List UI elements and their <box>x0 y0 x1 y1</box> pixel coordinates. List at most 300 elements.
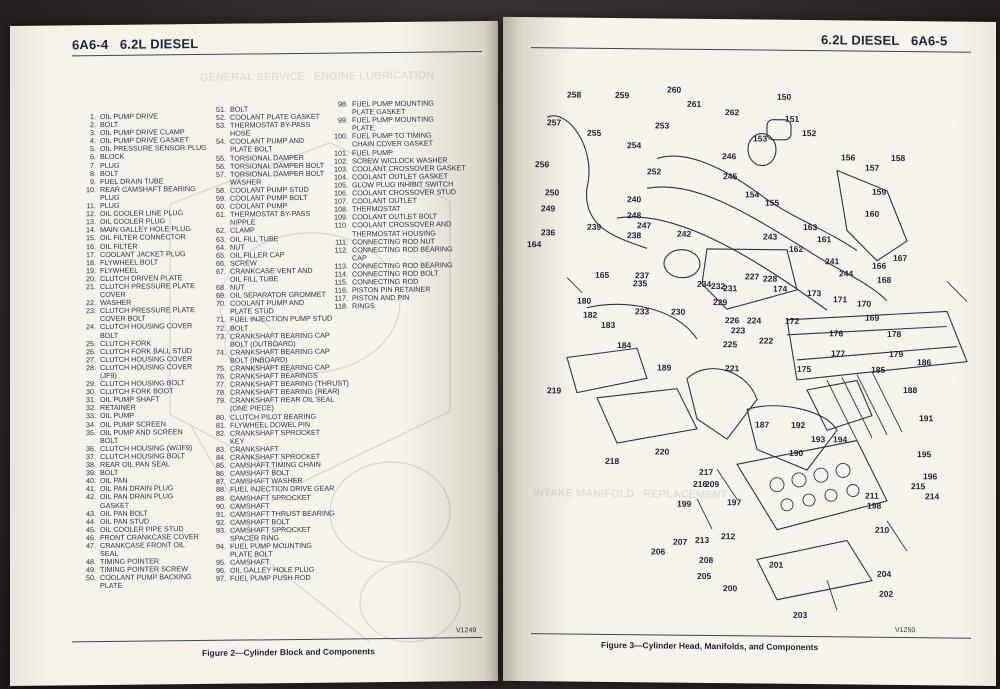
part-name: CLUTCH HOUSING COVER <box>100 321 193 332</box>
callout-number: 185 <box>871 364 886 375</box>
part-number: 37. <box>86 452 96 462</box>
part-name: OIL COOLER PLUG <box>100 216 166 227</box>
part-number: 91. <box>216 509 226 519</box>
part-name: FLYWHEEL <box>100 265 139 275</box>
part-number: 92. <box>216 517 226 527</box>
left-figure-code: V1249 <box>456 627 477 635</box>
part-number: 21. <box>86 282 96 292</box>
part-name: COOLANT CROSSOVER AND <box>352 219 452 230</box>
callout-number: 214 <box>925 491 940 502</box>
callout-number: 194 <box>833 434 848 445</box>
part-number: 95. <box>216 557 226 568</box>
callout-number: 175 <box>797 363 812 375</box>
part-number: 11. <box>86 201 96 211</box>
part-number: 10. <box>86 184 96 195</box>
part-number: 79. <box>216 396 226 406</box>
part-name: CAMSHAFT BOLT <box>230 468 290 478</box>
part-name: FRONT CRANKCASE COVER <box>100 531 199 542</box>
valve-cover-rib <box>787 325 947 340</box>
part-name: OIL PAN BOLT <box>100 508 148 518</box>
part-number: 114. <box>334 269 348 279</box>
part-name: THERMOSTAT BY-PASS <box>230 209 311 219</box>
part-name: CAMSHAFT WASHER <box>230 476 303 487</box>
part-number: 59. <box>216 193 226 203</box>
part-name: OIL PUMP SCREEN <box>100 418 166 429</box>
part-name: CAMSHAFT TIMING CHAIN <box>230 459 321 470</box>
part-name: COOLANT OUTLET BOLT <box>352 211 438 222</box>
part-number: 7. <box>90 160 96 170</box>
callout-number: 192 <box>791 419 806 431</box>
right-header-title: 6.2L DIESEL <box>821 32 900 48</box>
callout-number: 182 <box>583 309 598 320</box>
part-name: OIL PUMP DRIVE GASKET <box>100 135 190 146</box>
part-name: BOLT <box>100 435 119 445</box>
part-name: PLATE BOLT <box>230 144 273 155</box>
injection-pump-part <box>664 250 700 278</box>
part-name: OIL PUMP DRIVE CLAMP <box>100 127 185 138</box>
parts-list-item <box>78 322 207 331</box>
part-name: BOLT <box>230 323 249 333</box>
callout-number: 242 <box>677 228 692 239</box>
callout-number: 232 <box>711 281 726 292</box>
part-name: TIMING POINTER SCREW <box>100 564 188 575</box>
part-number: 104. <box>334 172 348 182</box>
part-name: TIMING POINTER <box>100 556 160 567</box>
part-name: CONNECTING ROD <box>352 276 419 287</box>
parts-list-item <box>78 581 207 590</box>
part-name: THERMOSTAT <box>352 204 401 214</box>
callout-number: 168 <box>877 274 892 285</box>
part-name: CONNECTING ROD BOLT <box>352 268 439 279</box>
bleed-through-text: GENERAL SERVICE ENGINE LUBRICATION <box>200 69 435 85</box>
part-number: 111. <box>335 237 348 247</box>
part-name: PLATE <box>352 123 375 133</box>
part-number: 99. <box>338 115 348 125</box>
right-header <box>821 32 947 48</box>
parts-list-item <box>330 302 466 312</box>
parts-list-item <box>78 363 207 372</box>
callout-number: 198 <box>867 500 882 511</box>
part-number: 103. <box>334 164 348 174</box>
part-number: 62. <box>216 226 226 236</box>
callout-number: 249 <box>541 203 556 214</box>
callout-number: 218 <box>605 455 620 467</box>
part-name: COOLANT PUMP <box>230 201 288 211</box>
parts-list-item <box>330 245 466 255</box>
callout-number: 186 <box>917 357 932 368</box>
part-number: 100. <box>334 131 348 141</box>
part-number: 35. <box>86 427 96 437</box>
part-name: TORSIONAL DAMPER <box>230 152 304 163</box>
part-name: WASHER <box>230 177 262 187</box>
part-name: CRANKCASE FRONT OIL <box>100 540 185 551</box>
part-name: CAP <box>352 253 367 263</box>
part-name: SPACER RING <box>230 533 279 543</box>
callout-number: 162 <box>789 243 804 254</box>
part-number: 83. <box>216 444 226 454</box>
part-name: CAMSHAFT THRUST BEARING <box>230 508 335 519</box>
callout-number: 153 <box>753 133 768 144</box>
part-number: 36. <box>86 443 96 454</box>
part-number: 67. <box>216 266 226 276</box>
part-name: CONNECTING ROD BEARING <box>352 260 453 271</box>
part-number: 98. <box>338 99 348 109</box>
callout-number: 261 <box>687 98 702 109</box>
callout-number: 230 <box>671 306 686 317</box>
part-name: OIL FILTER <box>100 241 138 251</box>
callout-number: 212 <box>721 531 736 542</box>
part-name: HOSE <box>230 128 251 138</box>
parts-list-column-2 <box>208 104 349 583</box>
part-name: TORSIONAL DAMPER BOLT <box>230 168 325 179</box>
part-name: CLAMP <box>230 225 255 236</box>
callout-number: 226 <box>725 315 740 326</box>
part-number: 14. <box>86 225 96 235</box>
left-header-code: 6A6-4 <box>72 36 109 53</box>
part-name: COVER <box>100 289 126 300</box>
part-number: 4. <box>90 136 96 146</box>
part-number: 30. <box>86 387 96 397</box>
part-name: NUT <box>230 242 245 252</box>
callout-number: 247 <box>637 220 652 231</box>
part-number: 102. <box>334 156 348 166</box>
part-number: 86. <box>216 468 226 479</box>
part-number: 69. <box>216 290 226 300</box>
part-number: 66. <box>216 258 226 268</box>
part-number: 105. <box>334 180 348 190</box>
part-name: COOLANT OUTLET <box>352 195 417 206</box>
callout-number: 201 <box>769 559 784 570</box>
parts-list-column-1 <box>78 112 207 591</box>
callout-number: 196 <box>923 471 938 482</box>
part-name: CRANKSHAFT BEARING CAP <box>230 346 330 357</box>
part-name: CRANKSHAFT BEARING (THRUST) <box>230 378 349 389</box>
part-number: 48. <box>86 557 96 567</box>
callout-number: 176 <box>829 328 844 339</box>
part-number: 33. <box>86 411 96 421</box>
part-number: 19. <box>86 265 96 275</box>
callout-number: 227 <box>745 271 760 282</box>
part-number: 49. <box>86 565 96 575</box>
callout-number: 254 <box>627 140 642 151</box>
valve-cover-rib <box>797 345 957 362</box>
part-name: CRANKSHAFT BEARING CAP <box>230 330 330 341</box>
part-name: OIL PRESSURE SENSOR PLUG <box>100 143 207 154</box>
callout-number: 211 <box>865 490 879 501</box>
part-name: KEY <box>230 436 245 446</box>
part-number: 34. <box>86 419 96 429</box>
part-number: 15. <box>86 233 96 243</box>
part-name: CRANKSHAFT SPROCKET <box>230 451 321 462</box>
part-number: 51. <box>216 104 226 114</box>
exploded-view-diagram <box>527 77 987 637</box>
part-number: 84. <box>216 452 226 462</box>
part-number: 65. <box>216 250 226 260</box>
part-number: 82. <box>216 428 226 438</box>
part-name: COOLANT CROSSOVER GASKET <box>352 162 466 174</box>
part-number: 22. <box>86 298 96 308</box>
part-number: 68. <box>216 282 226 292</box>
callout-number: 187 <box>755 419 770 430</box>
part-name: FUEL PUMP MOUNTING <box>352 114 434 125</box>
part-name: FUEL PUMP TO TIMING <box>352 130 432 141</box>
part-name: OIL FILL TUBE <box>230 233 279 244</box>
callout-number: 208 <box>699 554 714 566</box>
pushrods <box>827 371 902 441</box>
part-name: CLUTCH PILOT BEARING <box>230 411 317 422</box>
part-name: COOLANT PLATE GASKET <box>230 111 321 122</box>
part-number: 3. <box>90 128 96 138</box>
left-header-title: 6.2L DIESEL <box>119 36 199 52</box>
parts-list-item <box>78 185 207 194</box>
part-number: 20. <box>86 273 96 284</box>
callout-number: 224 <box>747 315 762 326</box>
parts-list-item <box>78 282 207 291</box>
part-number: 94. <box>216 541 226 551</box>
callout-number: 202 <box>879 588 894 599</box>
part-number: 54. <box>216 137 226 147</box>
part-number: 118. <box>334 301 348 311</box>
callout-number: 171 <box>833 294 848 305</box>
part-name: CLUTCH FORK BALL STUD <box>100 345 192 356</box>
part-name: CAMSHAFT BOLT <box>230 516 290 527</box>
part-name: RETAINER <box>100 403 136 413</box>
part-number: 116. <box>334 285 348 295</box>
part-name: OIL PAN DRAIN PLUG <box>100 491 174 502</box>
part-name: OIL FILLER CAP <box>230 249 285 260</box>
part-name: OIL PUMP AND SCREEN <box>100 426 183 437</box>
part-name: PLATE STUD <box>230 306 274 317</box>
callout-number: 262 <box>725 107 740 118</box>
callout-number: 193 <box>811 434 826 445</box>
callout-number: 217 <box>699 466 714 478</box>
part-name: COOLANT JACKET PLUG <box>100 248 186 259</box>
part-number: 85. <box>216 460 226 470</box>
part-number: 5. <box>90 144 96 154</box>
part-name: CRANKSHAFT <box>230 444 279 454</box>
callout-number: 231 <box>723 283 738 294</box>
part-number: 73. <box>216 331 226 341</box>
callout-number: 203 <box>793 609 808 621</box>
part-number: 43. <box>86 508 96 518</box>
part-name: COOLANT OUTLET GASKET <box>352 171 448 182</box>
part-number: 75. <box>216 363 226 373</box>
part-number: 101. <box>334 148 348 158</box>
callout-number: 150 <box>777 91 792 102</box>
part-number: 16. <box>86 241 96 251</box>
part-number: 71. <box>216 315 226 325</box>
callout-number: 234 <box>697 278 712 290</box>
part-number: 40. <box>86 476 96 486</box>
part-name: FUEL INJECTION DRIVE GEAR <box>230 484 335 495</box>
callout-number: 236 <box>541 227 556 238</box>
part-name: CHAIN COVER GASKET <box>352 139 434 149</box>
part-name: CRANKSHAFT BEARING (REAR) <box>230 386 340 397</box>
callout-number: 158 <box>891 152 906 164</box>
part-name: PLATE <box>100 581 123 591</box>
callout-number: 248 <box>627 210 642 221</box>
callout-number: 241 <box>825 256 840 267</box>
part-name: BOLT <box>100 330 119 340</box>
part-name: CLUTCH DRIVEN PLATE <box>100 273 183 283</box>
callout-number: 174 <box>773 283 788 294</box>
callout-number: 233 <box>635 306 650 317</box>
part-name: OIL GALLEY HOLE PLUG <box>230 565 315 576</box>
part-number: 13. <box>86 217 96 227</box>
part-name: OIL PAN <box>100 475 128 486</box>
part-name: REAR CAMSHAFT BEARING <box>100 183 196 194</box>
part-name: OIL PUMP <box>100 411 135 421</box>
part-number: 1. <box>90 112 96 122</box>
callout-number: 206 <box>651 546 666 557</box>
callout-number: 255 <box>587 127 602 138</box>
callout-number: 246 <box>722 151 737 162</box>
callout-number: 240 <box>627 194 642 205</box>
callout-number: 188 <box>903 385 918 396</box>
callout-number: 228 <box>763 273 778 284</box>
part-number: 96. <box>216 566 226 576</box>
callout-number: 238 <box>627 230 642 241</box>
part-number: 78. <box>216 388 226 398</box>
part-name: THERMOSTAT BY-PASS <box>230 120 311 130</box>
part-name: GLOW PLUG INHIBIT SWITCH <box>352 179 454 190</box>
part-name: CRANKSHAFT REAR OIL SEAL <box>230 394 335 406</box>
part-name: CAMSHAFT <box>230 500 270 511</box>
part-number: 39. <box>86 468 96 478</box>
callout-number: 154 <box>745 189 760 200</box>
part-number: 97. <box>216 574 226 584</box>
part-number: 106. <box>334 188 348 198</box>
part-number: 93. <box>216 525 226 535</box>
part-name: OIL PUMP SHAFT <box>100 394 160 405</box>
callout-number: 170 <box>857 298 872 309</box>
part-number: 87. <box>216 477 226 487</box>
part-name: CLUTCH HOUSING BOLT <box>100 378 185 389</box>
callout-number: 179 <box>889 348 904 360</box>
part-number: 90. <box>216 501 226 511</box>
part-name: FUEL INJECTION PUMP STUD <box>230 314 333 325</box>
part-name: CONNECTING ROD BEARING <box>352 244 453 255</box>
part-number: 81. <box>216 420 226 430</box>
part-name: OIL PUMP DRIVE <box>100 111 158 122</box>
callout-number: 205 <box>697 570 712 582</box>
part-name: CONNECTING ROD NUT <box>352 236 436 247</box>
part-number: 52. <box>216 112 226 122</box>
part-name: BLOCK <box>100 152 125 162</box>
callout-number: 161 <box>817 234 832 245</box>
part-name: GASKET <box>100 500 130 510</box>
part-name: COVER BOLT <box>100 313 146 324</box>
part-name: SCREW <box>230 258 257 268</box>
part-name: CAMSHAFT SPROCKET <box>230 492 311 503</box>
callout-number: 235 <box>633 278 648 289</box>
callout-number: 219 <box>547 385 562 396</box>
part-number: 42. <box>86 492 96 502</box>
part-name: CRANKCASE VENT AND <box>230 265 313 276</box>
part-name: BOLT (OUTBOARD) <box>230 338 296 349</box>
callout-number: 184 <box>617 340 632 351</box>
part-name: OIL PAN DRAIN PLUG <box>100 483 174 494</box>
part-name: FUEL PUMP MOUNTING <box>230 540 312 551</box>
part-name: CLUTCH PRESSURE PLATE <box>100 305 195 316</box>
left-page <box>10 21 498 686</box>
part-number: 44. <box>86 516 96 526</box>
part-number: 27. <box>86 354 96 365</box>
part-name: OIL SEPARATOR GROMMET <box>230 289 326 300</box>
part-name: OIL PAN STUD <box>100 516 150 526</box>
part-number: 88. <box>216 485 226 495</box>
part-name: BOLT <box>230 104 249 114</box>
part-number: 60. <box>216 201 226 211</box>
callout-number: 160 <box>865 208 880 219</box>
callout-number: 237 <box>635 270 650 281</box>
callout-number: 166 <box>872 260 887 271</box>
callout-number: 259 <box>615 90 630 101</box>
part-name: PISTON PIN RETAINER <box>352 284 431 295</box>
callout-number: 220 <box>655 446 670 457</box>
part-number: 32. <box>86 403 96 413</box>
part-number: 23. <box>86 306 96 316</box>
callout-number: 169 <box>865 312 880 323</box>
part-number: 64. <box>216 242 226 252</box>
callout-number: 229 <box>713 297 728 308</box>
right-header-code: 6A6-5 <box>910 33 948 49</box>
part-number: 17. <box>86 249 96 259</box>
part-name: FLYWHEEL BOLT <box>100 257 159 267</box>
callout-number: 213 <box>695 534 710 545</box>
callout-number: 215 <box>911 481 926 492</box>
part-number: 53. <box>216 120 226 131</box>
part-number: 45. <box>86 524 96 534</box>
part-name: PLUG <box>100 160 120 170</box>
part-name: PLUG <box>100 200 120 211</box>
part-name: BOLT <box>100 168 119 178</box>
part-name: CRANKSHAFT SPROCKET <box>230 427 321 438</box>
callout-number: 204 <box>877 568 892 579</box>
part-name: COOLANT PUMP STUD <box>230 184 309 195</box>
callout-number: 260 <box>667 84 682 95</box>
part-number: 70. <box>216 298 226 309</box>
part-name: PLATE GASKET <box>352 106 406 117</box>
callout-number: 155 <box>765 197 780 208</box>
part-name: FUEL PUMP PUSH ROD <box>230 573 311 584</box>
part-name: CLUTCH HOUSING (W/JF9) <box>100 442 193 453</box>
part-number: 108. <box>334 204 348 214</box>
part-number: 77. <box>216 379 226 390</box>
part-number: 12. <box>86 209 96 219</box>
parts-list-item <box>78 144 207 153</box>
parts-list-item <box>78 573 207 582</box>
part-number: 9. <box>90 176 96 186</box>
right-figure-caption: Figure 3—Cylinder Head, Manifolds, and Components <box>601 639 819 653</box>
parts-list-item <box>208 574 349 584</box>
callout-number: 258 <box>567 89 582 100</box>
part-number: 50. <box>86 573 96 583</box>
part-number: 80. <box>216 412 226 422</box>
callout-number: 164 <box>527 239 542 250</box>
callout-number: 243 <box>763 231 778 242</box>
callout-number: 157 <box>865 162 880 173</box>
part-number: 24. <box>86 322 96 332</box>
part-number: 58. <box>216 185 226 195</box>
callout-number: 207 <box>673 536 688 547</box>
part-name: COOLANT PUMP AND <box>230 136 305 147</box>
callout-number: 250 <box>545 187 560 198</box>
part-number: 46. <box>86 532 96 543</box>
part-number: 76. <box>216 371 226 381</box>
callout-number: 177 <box>831 348 846 359</box>
part-name: NUT <box>230 282 245 292</box>
